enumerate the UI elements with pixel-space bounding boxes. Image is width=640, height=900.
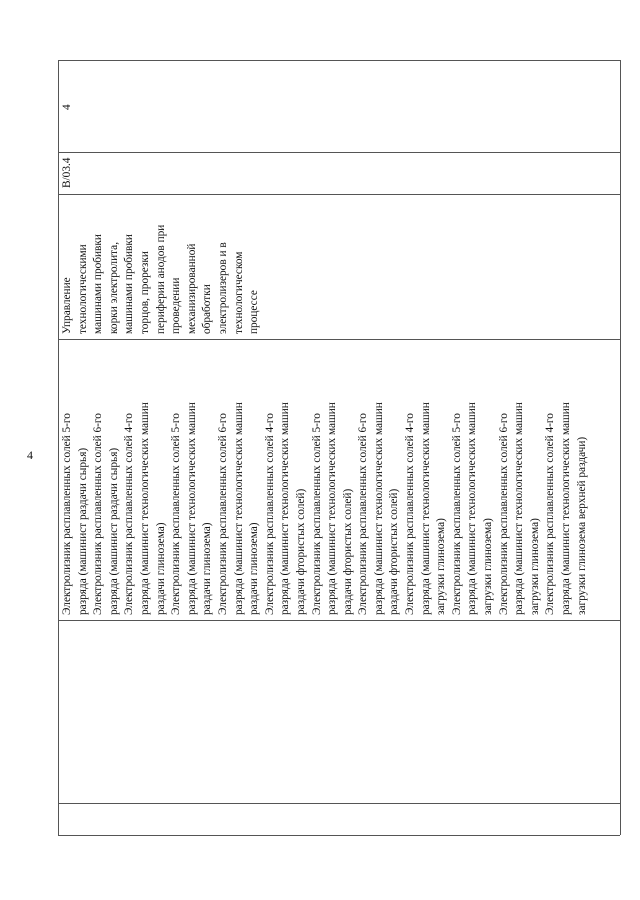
page-number: 4	[27, 448, 33, 462]
function-text-line: электролизеров и в	[216, 242, 229, 334]
function-text-line: проведении	[170, 277, 183, 334]
function-text-line: технологическими	[76, 244, 89, 334]
function-text-line: машинами пробивки	[92, 234, 105, 334]
profession-text-line: раздачи фтористых солей)	[294, 488, 307, 615]
profession-text-line: разряда (машинист технологических машин	[326, 402, 339, 615]
function-text-line: процессе	[248, 290, 261, 334]
profession-text-line: раздачи фтористых солей)	[388, 488, 401, 615]
profession-text-line: разряда (машинист технологических машин	[419, 402, 432, 615]
profession-text-line: разряда (машинист технологических машин	[560, 402, 572, 615]
profession-text-line: раздачи глинозема)	[201, 522, 214, 615]
profession-text-line: Электролизник расплавленных солей 5-го	[61, 413, 73, 615]
profession-text-line: разряда (машинист раздачи сырья)	[107, 447, 120, 615]
table-line-v1	[58, 60, 59, 835]
profession-text-line: Электролизник расплавленных солей 5-го	[450, 413, 463, 615]
profession-text-line: Электролизник расплавленных солей 4-го	[123, 413, 136, 615]
profession-text-line: разряда (машинист технологических машин	[185, 402, 198, 615]
table-line-h5	[58, 803, 620, 804]
profession-text-line: разряда (машинист технологических машин	[513, 402, 526, 615]
profession-text-line: Электролизник расплавленных солей 6-го	[357, 413, 370, 615]
table-line-h1	[58, 152, 620, 153]
function-text-line: Управление	[61, 277, 73, 334]
profession-text-line: Электролизник расплавленных солей 6-го	[497, 413, 510, 615]
function-text-line: торцов, прорезки	[138, 251, 151, 334]
function-text-line: обработки	[201, 284, 214, 334]
function-text-line: механизированной	[185, 243, 198, 334]
table-line-h3	[58, 339, 620, 340]
function-text-line: периферии анодов при	[154, 224, 167, 334]
profession-text-line: Электролизник расплавленных солей 6-го	[92, 413, 105, 615]
profession-text-line: загрузки глинозема)	[435, 518, 448, 615]
profession-text-line: Электролизник расплавленных солей 4-го	[544, 413, 557, 615]
function-text-line: машинами пробивки	[123, 234, 136, 334]
function-text-line: технологическом	[232, 251, 245, 334]
profession-text-line: Электролизник расплавленных солей 4-го	[263, 413, 276, 615]
profession-text-line: разряда (машинист технологических машин	[372, 402, 385, 615]
profession-text-line: разряда (машинист технологических машин	[138, 402, 151, 615]
profession-text-line: загрузки глинозема)	[528, 518, 541, 615]
function-text-line: корки электролита,	[107, 241, 120, 334]
table-line-h4	[58, 620, 620, 621]
profession-text-line: загрузки глинозема)	[482, 518, 495, 615]
profession-text-line: Электролизник расплавленных солей 5-го	[170, 413, 183, 615]
profession-text-line: раздачи глинозема)	[248, 522, 261, 615]
profession-text-line: разряда (машинист технологических машин	[232, 402, 245, 615]
profession-text-line: Электролизник расплавленных солей 4-го	[404, 413, 417, 615]
level-value: 4	[61, 104, 73, 110]
profession-text-line: раздачи глинозема)	[154, 522, 167, 615]
profession-text-line: Электролизник расплавленных солей 6-го	[216, 413, 229, 615]
table-line-h-bottom	[58, 835, 620, 836]
profession-text-line: загрузки глинозема верхней раздачи)	[575, 436, 588, 615]
profession-text-line: разряда (машинист технологических машин	[279, 402, 292, 615]
table-line-h2	[58, 194, 620, 195]
profession-text-line: раздачи фтористых солей)	[341, 488, 354, 615]
table-line-h-top	[58, 60, 620, 61]
code-value: B/03.4	[61, 157, 73, 188]
table-line-v2	[620, 60, 621, 835]
profession-text-line: разряда (машинист раздачи сырья)	[76, 447, 89, 615]
profession-text-line: Электролизник расплавленных солей 5-го	[310, 413, 323, 615]
profession-text-line: разряда (машинист технологических машин	[466, 402, 479, 615]
